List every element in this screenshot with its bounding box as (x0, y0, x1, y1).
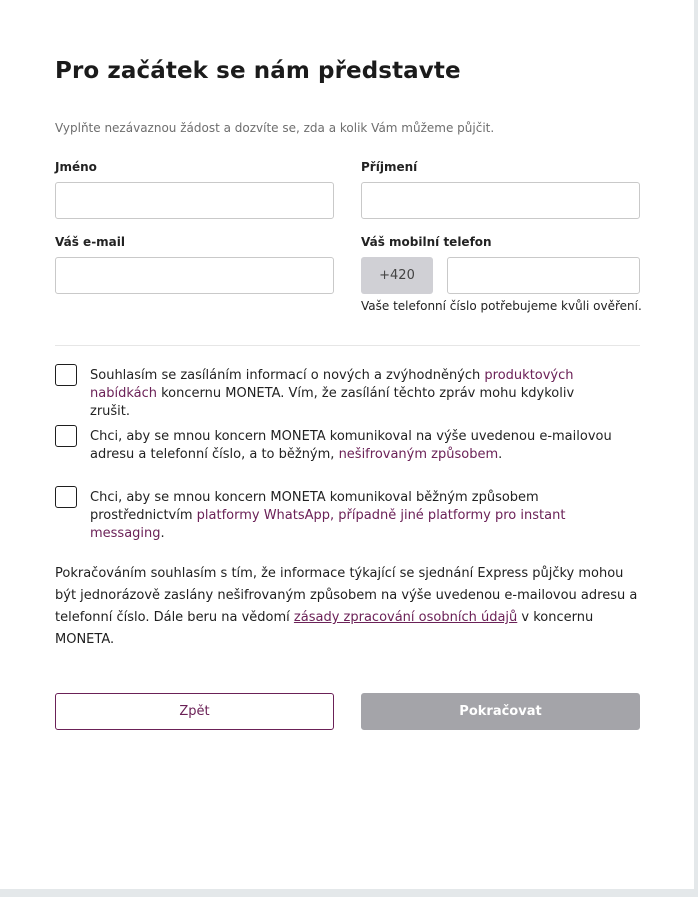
first-name-label: Jméno (55, 160, 97, 174)
privacy-policy-link[interactable]: zásady zpracování osobních údajů (293, 610, 518, 625)
email-label: Váš e-mail (55, 235, 125, 249)
notice-text-part: Pokračováním souhlasím s tím, že informace týkající se sjednání Express půjčky mohou být jednorázově zaslány nešifrovaným způsobem na výše uvedenou e-mailovou adresu a telefonní číslo. Dále beru na vědomí (55, 566, 638, 625)
phone-prefix: +420 (361, 257, 433, 294)
consent-unencrypted-checkbox[interactable] (55, 425, 77, 447)
notice-text-part: v koncernu MONETA. (55, 610, 594, 647)
email-input[interactable] (55, 257, 334, 294)
phone-hint: Vaše telefonní číslo potřebujeme kvůli ověření. (361, 299, 642, 313)
divider (55, 345, 640, 346)
consent-marketing-checkbox[interactable] (55, 364, 77, 386)
consent-highlight: nešifrovaným způsobem (338, 447, 499, 462)
consent-text-part: . (498, 447, 503, 462)
consent-highlight: platformy WhatsApp, případně jiné platformy pro instant messaging (90, 508, 566, 541)
consent-text-part: Souhlasím se zasíláním informací o nových a zvýhodněných (90, 368, 485, 383)
consent-whatsapp-checkbox[interactable] (55, 486, 77, 508)
last-name-label: Příjmení (361, 160, 418, 174)
consent-whatsapp-text (90, 489, 615, 543)
consent-text-part: Chci, aby se mnou koncern MONETA komunikoval na výše uvedenou e-mailovou adresu a telefonní číslo, a to běžným, (90, 429, 612, 462)
consent-unencrypted-text (90, 428, 615, 464)
consent-text-part: koncernu MONETA. Vím, že zasílání těchto zpráv mohu kdykoliv zrušit. (90, 386, 575, 419)
phone-label: Váš mobilní telefon (361, 235, 492, 249)
page-title: Pro začátek se nám představte (55, 58, 461, 84)
last-name-input[interactable] (361, 182, 640, 219)
privacy-notice (55, 563, 645, 651)
consent-text-part: Chci, aby se mnou koncern MONETA komunikoval běžným způsobem prostřednictvím (90, 490, 539, 523)
consent-marketing-text (90, 367, 615, 421)
consent-highlight: produktových nabídkách (90, 368, 574, 401)
page-subtitle: Vyplňte nezávaznou žádost a dozvíte se, zda a kolik Vám můžeme půjčit. (55, 121, 495, 135)
continue-button[interactable]: Pokračovat (361, 693, 640, 730)
back-button[interactable]: Zpět (55, 693, 334, 730)
consent-text-part: . (160, 526, 165, 541)
first-name-input[interactable] (55, 182, 334, 219)
phone-input[interactable] (447, 257, 640, 294)
